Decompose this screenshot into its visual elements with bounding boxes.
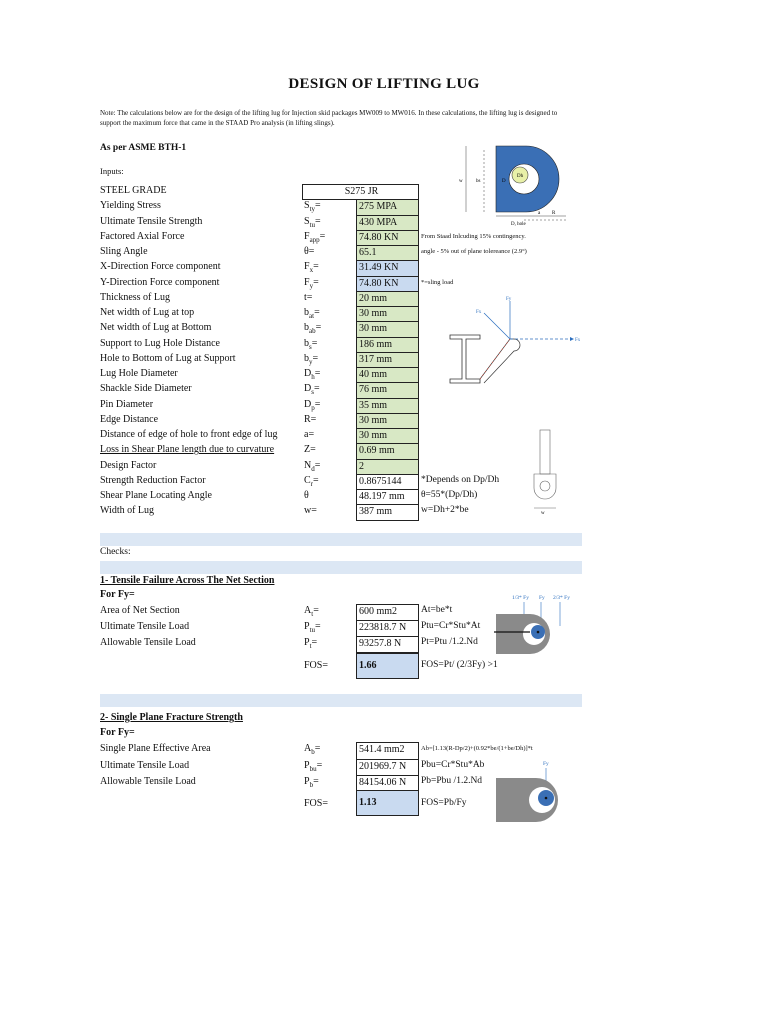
check2-row-symbol: $A_b=$ — [304, 743, 321, 756]
input-value: 0.69 mm — [356, 443, 419, 459]
svg-text:w: w — [459, 179, 463, 184]
input-value: 48.197 mm — [356, 489, 419, 505]
input-label: Loss in Shear Plane length due to curvature — [100, 444, 275, 456]
single-plane-fracture-figure — [492, 756, 582, 826]
input-symbol: $D_p=$ — [304, 398, 321, 412]
check1-fos-symbol: FOS= — [304, 660, 328, 671]
input-symbol: Z= — [304, 444, 316, 456]
input-label: Sling Angle — [100, 246, 148, 257]
input-value: 20 mm — [356, 291, 419, 307]
input-symbol: $S_{tu}=$ — [304, 215, 321, 229]
tensile-failure-figure — [494, 590, 584, 660]
input-formula: w=Dh+2*be — [421, 505, 469, 516]
svg-text:Fy: Fy — [543, 761, 549, 767]
input-value: 2 — [356, 459, 419, 475]
page-title: DESIGN OF LIFTING LUG — [288, 76, 480, 92]
input-symbol: $N_d=$ — [304, 459, 321, 473]
input-formula: *Depends on Dp/Dh — [421, 474, 500, 485]
note-text: Note: The calculations below are for the design of the lifting lug for Injection skid packages MW009 to MW016. In these calculations, the lifting lug is designed to support the maximum force that came in the STAAD Pro analysis (in lifting slings). — [100, 109, 558, 127]
input-label: Distance of edge of hole to front edge of lug — [100, 429, 278, 440]
input-formula: *=sling load — [421, 278, 454, 286]
lug-side-figure — [526, 428, 576, 514]
input-symbol: w= — [304, 505, 317, 517]
separator-band — [100, 533, 582, 546]
svg-text:Fy: Fy — [506, 297, 512, 302]
input-formula: θ=55*(Dp/Dh) — [421, 490, 478, 500]
input-value: 275 MPA — [356, 199, 419, 215]
checks-label: Checks: — [100, 547, 131, 557]
svg-text:w: w — [541, 511, 545, 514]
check1-row-value: 93257.8 N — [356, 636, 419, 653]
check2-row-formula: Ab=[1.13(R-Dp/2)+(0.92*be/(1+be/Dh)]*t — [421, 745, 533, 752]
input-label: Yielding Stress — [100, 200, 161, 212]
separator-band — [100, 561, 582, 574]
input-label: Strength Reduction Factor — [100, 474, 206, 486]
input-label: Pin Diameter — [100, 398, 154, 410]
input-value: 65.1 — [356, 245, 419, 261]
svg-text:D, hole: D, hole — [511, 222, 526, 227]
svg-text:a: a — [538, 211, 541, 216]
check1-row-label: Ultimate Tensile Load — [100, 621, 190, 632]
input-label: Y-Direction Force component — [100, 276, 220, 288]
input-symbol: $F_y=$ — [304, 276, 319, 290]
input-value: 35 mm — [356, 398, 419, 414]
check2-row-formula: Pbu=Cr*Stu*Ab — [421, 759, 485, 770]
input-value: 317 mm — [356, 352, 419, 368]
input-symbol: a= — [304, 429, 315, 440]
input-label: Ultimate Tensile Strength — [100, 215, 203, 227]
input-symbol: θ — [304, 490, 309, 501]
input-symbol: t= — [304, 291, 313, 303]
svg-text:Fy: Fy — [539, 595, 545, 601]
check2-row-value: 84154.06 N — [356, 775, 419, 793]
input-label: Net width of Lug at top — [100, 307, 195, 318]
input-symbol: $F_x=$ — [304, 261, 319, 275]
input-label: STEEL GRADE — [100, 185, 167, 196]
input-symbol: $b_s=$ — [304, 337, 318, 351]
check1-row-value: 600 mm2 — [356, 604, 419, 621]
input-symbol: R= — [304, 413, 317, 425]
input-label: Width of Lug — [100, 505, 155, 517]
input-value: 31.49 KN — [356, 260, 419, 276]
input-label: Shear Plane Locating Angle — [100, 490, 212, 501]
svg-text:D: D — [502, 179, 506, 184]
input-value: 30 mm — [356, 321, 419, 337]
input-symbol: $b_{ab}=$ — [304, 322, 322, 336]
input-value: 0.8675144 — [356, 474, 419, 490]
input-label: Support to Lug Hole Distance — [100, 337, 220, 349]
lug-dimension-figure — [456, 140, 586, 230]
check2-row-label: Allowable Tensile Load — [100, 776, 196, 787]
input-value: 30 mm — [356, 306, 419, 322]
input-value: 74.80 KN — [356, 276, 419, 292]
input-value: 186 mm — [356, 337, 419, 353]
check2-row-label: Ultimate Tensile Load — [100, 759, 190, 771]
input-label: X-Direction Force component — [100, 261, 221, 273]
check2-fos-formula: FOS=Pb/Fy — [421, 798, 467, 808]
check1-row-label: Area of Net Section — [100, 605, 180, 616]
input-symbol: $D_s=$ — [304, 383, 320, 397]
input-symbol: $D_h=$ — [304, 368, 321, 381]
check2-fos-symbol: FOS= — [304, 798, 328, 809]
check2-fos-value: 1.13 — [356, 790, 419, 816]
input-formula: From Staad Inlcuding 15% contingency. — [421, 232, 526, 240]
input-symbol: $S_{ty}=$ — [304, 200, 321, 214]
input-label: Design Factor — [100, 459, 157, 471]
input-symbol: $b_{at}=$ — [304, 307, 320, 320]
svg-text:Dh: Dh — [517, 174, 524, 179]
check2-row-symbol: $P_b=$ — [304, 776, 319, 789]
input-value: 387 mm — [356, 504, 419, 520]
input-symbol: θ= — [304, 246, 315, 257]
input-value: 76 mm — [356, 382, 419, 398]
input-value: 30 mm — [356, 428, 419, 444]
input-formula: angle - 5% out of plane tolereance (2.9°) — [421, 248, 527, 255]
check1-row-symbol: $P_{tu}=$ — [304, 621, 321, 634]
input-label: Lug Hole Diameter — [100, 368, 178, 379]
svg-text:bs: bs — [476, 179, 481, 184]
standard-label: As per ASME BTH-1 — [100, 143, 187, 153]
input-value: 40 mm — [356, 367, 419, 383]
input-symbol: $C_r=$ — [304, 474, 319, 488]
check1-title: 1- Tensile Failure Across The Net Section — [100, 575, 275, 586]
check1-row-formula: Pt=Ptu /1.2.Nd — [421, 637, 478, 647]
check2-row-symbol: $P_{bu}=$ — [304, 759, 323, 773]
input-label: Hole to Bottom of Lug at Support — [100, 352, 236, 364]
check2-row-value: 201969.7 N — [356, 759, 419, 777]
input-label: Edge Distance — [100, 413, 159, 425]
inputs-label: Inputs: — [100, 166, 124, 176]
input-label: Net width of Lug at Bottom — [100, 322, 212, 334]
svg-text:Fx: Fx — [575, 338, 580, 343]
check2-title: 2- Single Plane Fracture Strength — [100, 712, 243, 723]
input-value: 430 MPA — [356, 215, 419, 231]
check1-row-symbol: $P_t=$ — [304, 637, 318, 650]
check1-row-formula: At=be*t — [421, 605, 453, 615]
input-value: 74.80 KN — [356, 230, 419, 246]
svg-text:1/3* Fy: 1/3* Fy — [512, 595, 529, 601]
check2-row-formula: Pb=Pbu /1.2.Nd — [421, 776, 483, 786]
input-label: Factored Axial Force — [100, 230, 185, 242]
svg-text:Fx: Fx — [476, 310, 482, 315]
input-symbol: $b_y=$ — [304, 352, 319, 366]
check2-for: For Fy= — [100, 727, 135, 738]
check1-row-formula: Ptu=Cr*Stu*At — [421, 621, 481, 631]
input-value: 30 mm — [356, 413, 419, 429]
check1-fos-value: 1.66 — [356, 653, 419, 679]
input-value: S275 JR — [302, 184, 419, 200]
check2-row-value: 541.4 mm2 — [356, 742, 419, 760]
input-label: Thickness of Lug — [100, 291, 170, 303]
separator-band — [100, 694, 582, 707]
svg-text:2/3* Fy: 2/3* Fy — [553, 595, 570, 601]
check1-row-value: 223818.7 N — [356, 620, 419, 637]
input-label: Shackle Side Diameter — [100, 383, 192, 395]
check2-row-label: Single Plane Effective Area — [100, 743, 211, 754]
svg-text:R: R — [552, 211, 556, 216]
check1-row-label: Allowable Tensile Load — [100, 637, 196, 648]
check1-fos-formula: FOS=Pt/ (2/3Fy) >1 — [421, 660, 498, 670]
check1-for: For Fy= — [100, 589, 135, 600]
force-diagram — [440, 295, 580, 390]
check1-row-symbol: $A_t=$ — [304, 605, 319, 618]
input-symbol: $F_{app}=$ — [304, 230, 326, 244]
